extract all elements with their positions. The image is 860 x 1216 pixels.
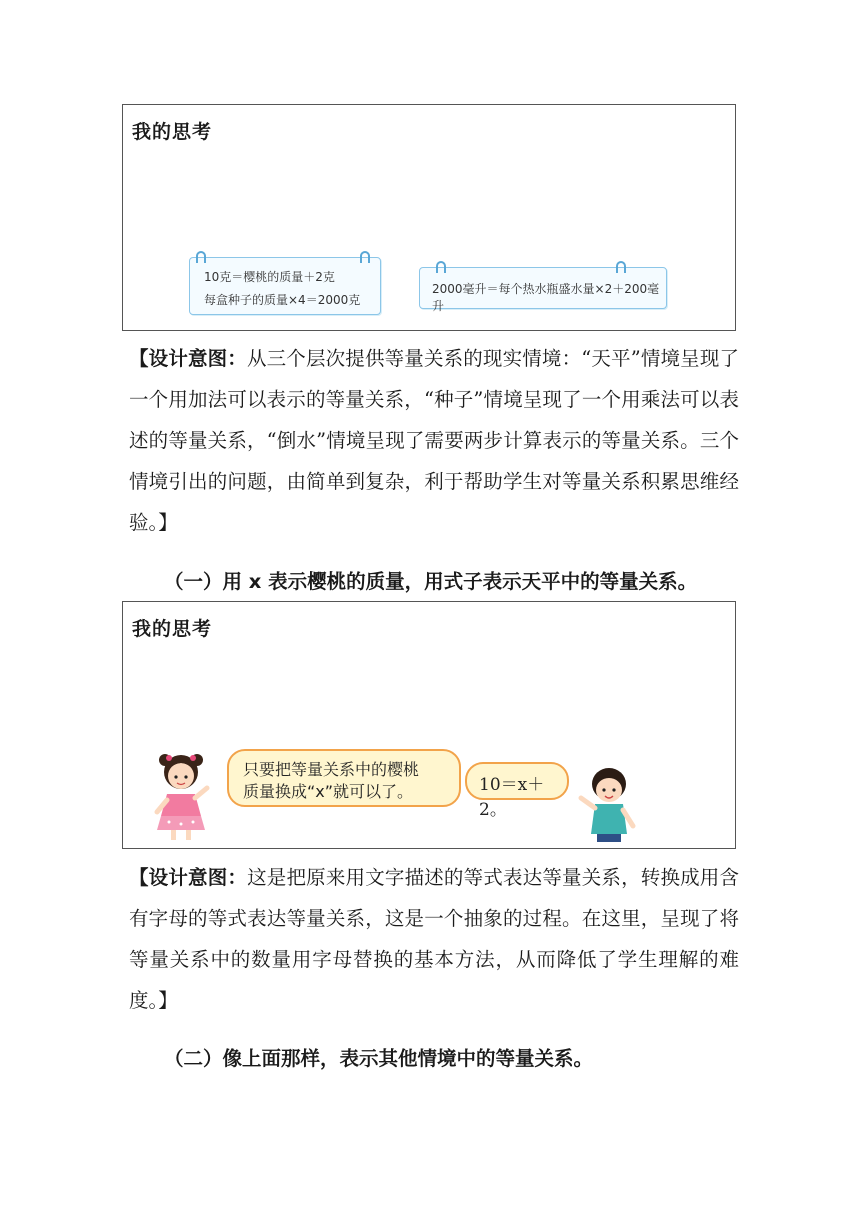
pin-icon: [436, 261, 446, 273]
design-intent-paragraph-1: [129, 338, 739, 543]
pin-icon: [616, 261, 626, 273]
pin-icon: [360, 251, 370, 263]
thinking-box-1: [122, 104, 736, 331]
box-title: 我的思考: [132, 618, 213, 640]
thinking-box-2: [122, 601, 736, 849]
design-intent-paragraph-2: [129, 857, 739, 1021]
girl-illustration-icon: [151, 746, 217, 842]
bubble-line: 只要把等量关系中的樱桃: [243, 760, 420, 779]
design-intent-text: 这是把原来用文字描述的等式表达等量关系，转换成用含有字母的等式表达等量关系，这是一个抽象的过程。在这里，呈现了将等量关系中的数量用字母替换的基本方法，从而降低了学生理解的难度。】: [129, 866, 739, 1012]
note-line: 10克＝樱桃的质量＋2克: [204, 270, 335, 284]
boy-equation: 10＝x＋2。: [479, 775, 545, 820]
section-heading-1: （一）用 x 表示樱桃的质量，用式子表示天平中的等量关系。: [164, 570, 698, 593]
design-intent-text: 从三个层次提供等量关系的现实情境：“天平”情境呈现了一个用加法可以表示的等量关系，“种子”情境呈现了一个用乘法可以表述的等量关系，“倒水”情境呈现了需要两步计算表示的等量关系。三个情境引出的问题，由简单到复杂，利于帮助学生对等量关系积累思维经验。】: [129, 347, 739, 534]
design-intent-label: 【设计意图：: [129, 866, 248, 889]
note-line: 每盒种子的质量×4＝2000克: [204, 293, 361, 307]
note-line: 2000毫升＝每个热水瓶盛水量×2＋200毫升: [432, 282, 660, 313]
section-heading-2: （二）像上面那样，表示其他情境中的等量关系。: [164, 1047, 594, 1070]
girl-speech-bubble: [227, 749, 461, 807]
box-title: 我的思考: [132, 121, 213, 143]
equation-note-1: [189, 257, 381, 315]
design-intent-label: 【设计意图：: [129, 347, 247, 370]
boy-speech-bubble: [465, 762, 569, 820]
boy-illustration-icon: [571, 762, 643, 842]
pin-icon: [196, 251, 206, 263]
equation-note-2: [419, 267, 667, 313]
bubble-line: 质量换成“x”就可以了。: [243, 782, 414, 801]
